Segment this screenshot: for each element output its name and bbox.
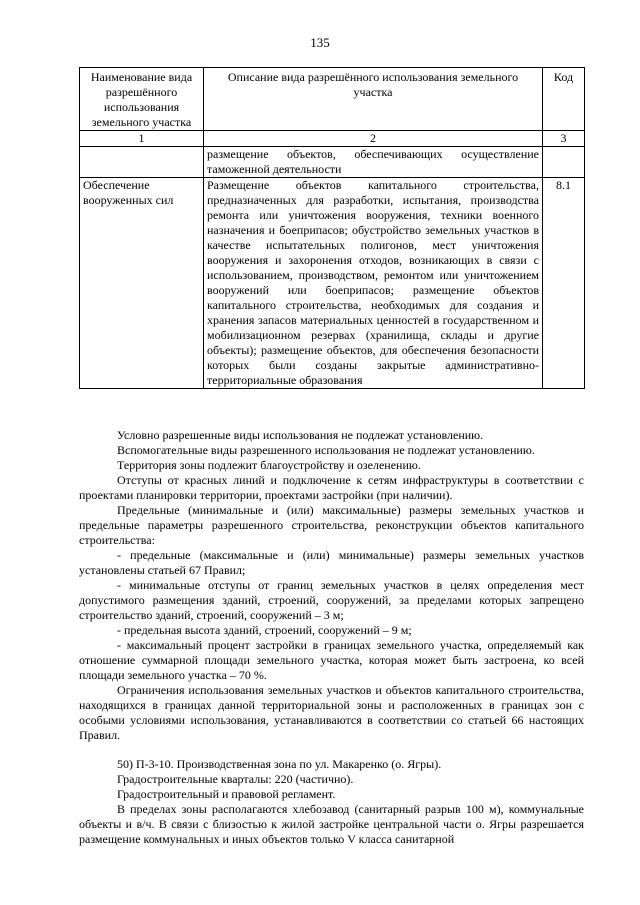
paragraph: Градостроительные кварталы: 220 (частично).	[117, 772, 354, 786]
use-code-cell: 8.1	[543, 178, 585, 389]
column-number: 3	[543, 131, 585, 147]
header-description: Описание вида разрешённого использования земельного участка	[204, 68, 543, 131]
paragraph: Предельные (минимальные и (или) максимальные) размеры земельных участков и предельные параметры разрешенного строительства, реконструкции объектов капитального строительства:	[79, 503, 584, 547]
column-number: 1	[80, 131, 204, 147]
paragraph: Территория зоны подлежит благоустройству и озеленению.	[117, 458, 421, 472]
paragraph: Градостроительный и правовой регламент.	[117, 787, 336, 801]
paragraph: - предельная высота зданий, строений, сооружений – 9 м;	[117, 623, 412, 637]
header-name: Наименование вида разрешённого использования земельного участка	[80, 68, 204, 131]
column-number: 2	[204, 131, 543, 147]
table-row	[80, 147, 585, 178]
page-number: 135	[310, 35, 330, 50]
table-header-row	[80, 68, 585, 131]
paragraph: Отступы от красных линий и подключение к сетям инфраструктуры в соответствии с проектами планировки территории, проектами застройки (при наличии).	[79, 473, 584, 502]
use-description-cell: Размещение объектов капитального строительства, предназначенных для разработки, испытания, производства ремонта или уничтожения вооружения, техники военного назначения и боеприпасов; обустройство земельных участков в качестве испытательных полигонов, мест уничтожения вооружения и захоронения отходов, возникающих в связи с использованием, производством, ремонтом или уничтожением вооружений или боеприпасов; размещение объектов капитального строительства, необходимых для создания и хранения запасов материальных ценностей в государственном и мобилизационном резервах (хранилища, склады и другие объекты); размещение объектов, для обеспечения безопасности которых были созданы закрытые административно-территориальные образования	[204, 178, 543, 389]
use-description-cell: размещение объектов, обеспечивающих осуществление таможенной деятельности	[204, 147, 543, 178]
use-name-cell: Обеспечение вооруженных сил	[80, 178, 204, 389]
paragraph: Условно разрешенные виды использования не подлежат установлению.	[117, 428, 484, 442]
table-row	[80, 178, 585, 389]
use-name-cell	[80, 147, 204, 178]
body-text	[79, 428, 584, 847]
column-number-row	[80, 131, 585, 147]
paragraph: Вспомогательные виды разрешенного использования не подлежат установлению.	[117, 443, 535, 457]
paragraph: - предельные (максимальные и (или) минимальные) размеры земельных участков установлены статьей 67 Правил;	[79, 548, 584, 577]
paragraph: В пределах зоны располагаются хлебозавод (санитарный разрыв 100 м), коммунальные объекты и в/ч. В связи с близостью к жилой застройке центральной части о. Ягры разрешается размещение коммунальных и иных объектов только V класса санитарной	[79, 802, 584, 846]
section-heading: 50) П-3-10. Производственная зона по ул. Макаренко (о. Ягры).	[117, 757, 442, 771]
paragraph: - минимальные отступы от границ земельных участков в целях определения мест допустимого размещения зданий, строений, сооружений, за пределами которых запрещено строительство зданий, строений, сооружений – 3 м;	[79, 578, 584, 622]
use-code-cell	[543, 147, 585, 178]
land-use-table	[79, 67, 585, 389]
paragraph: - максимальный процент застройки в границах земельного участка, определяемый как отношение суммарной площади земельного участка, которая может быть застроена, ко всей площади земельного участка – 70 %.	[79, 638, 584, 682]
paragraph: Ограничения использования земельных участков и объектов капитального строительства, находящихся в границах данной территориальной зоны и расположенных в границах зон с особыми условиями использования, устанавливаются в соответствии со статьей 66 настоящих Правил.	[79, 683, 584, 742]
header-code: Код	[543, 68, 585, 131]
